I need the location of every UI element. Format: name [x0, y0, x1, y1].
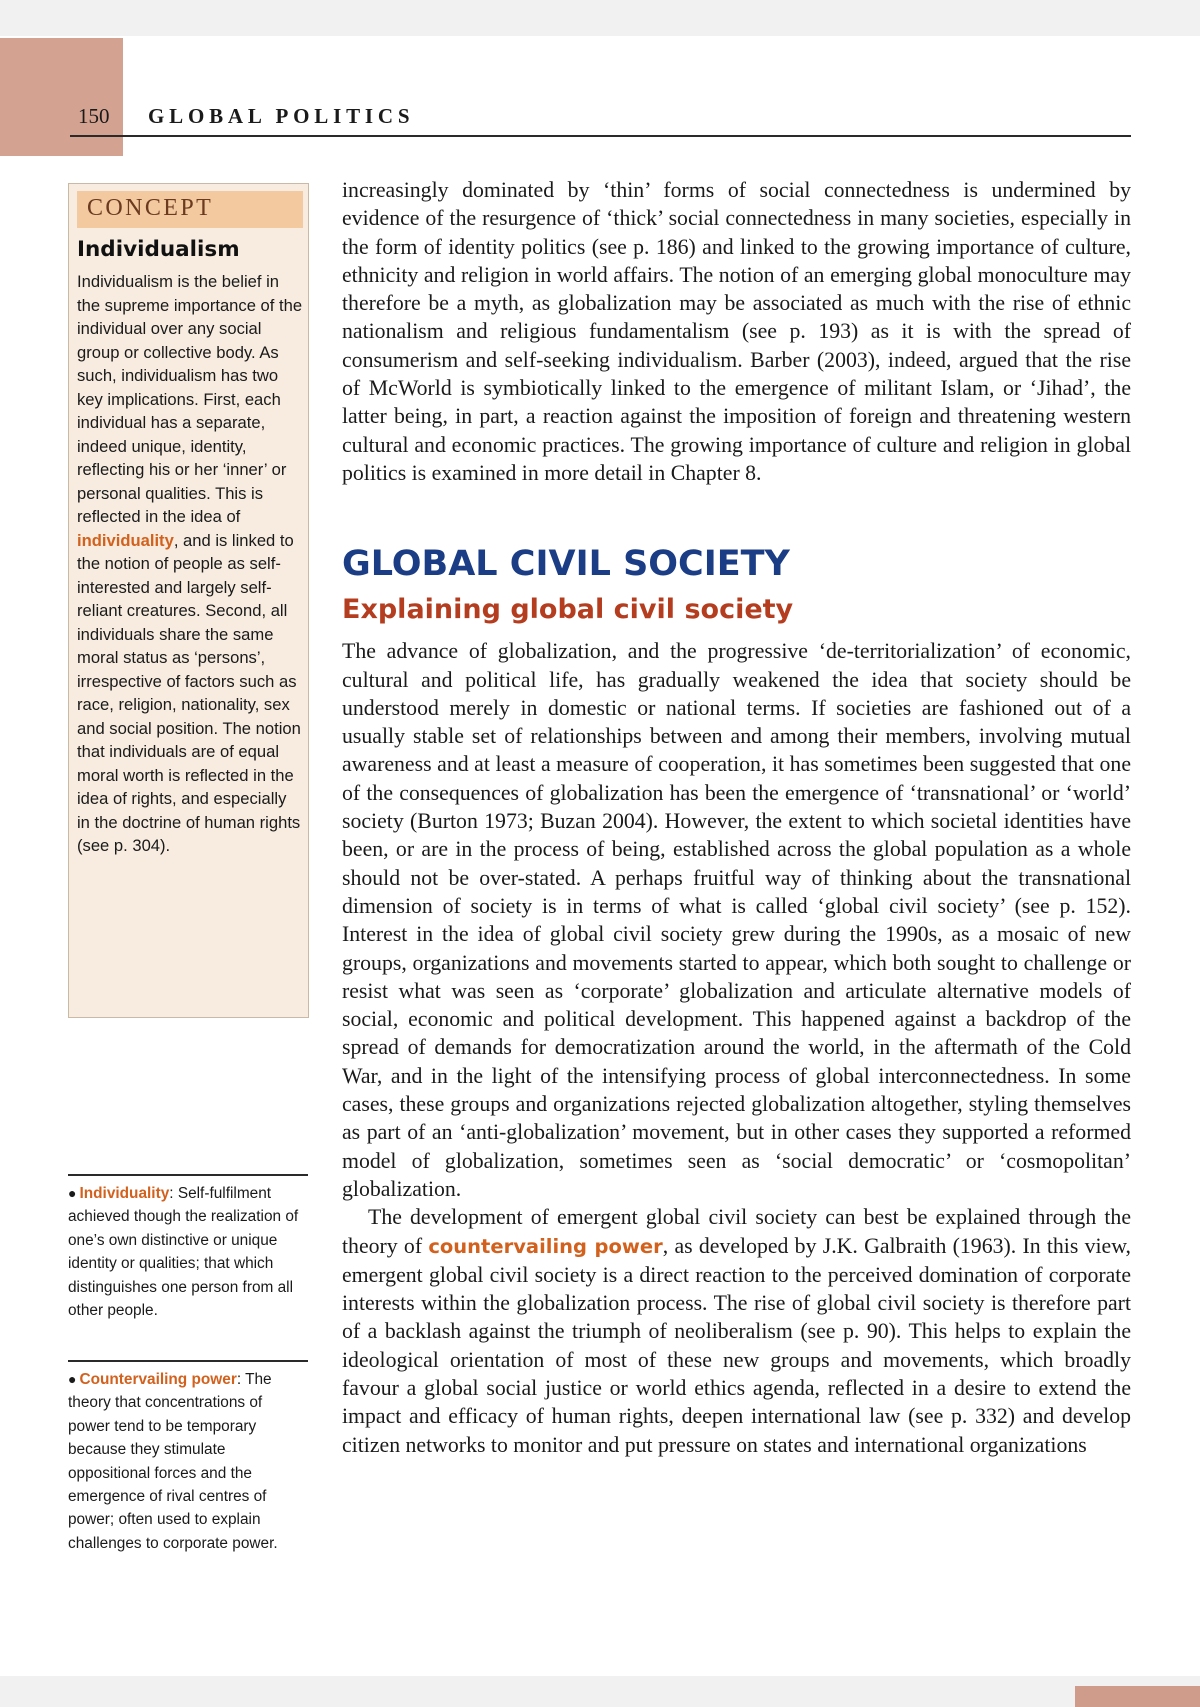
body-paragraph-2 [342, 1203, 1131, 1459]
header-rule [70, 135, 1131, 137]
concept-body-text-end: , and is linked to the notion of people as self-interested and largely self-reliant creatures. Second, all individuals share the same moral status as ‘persons’, irrespective of factors such as race, religion, nationality, sex and social position. The notion that individuals are of equal moral worth is reflected in the idea of rights, and especially in the doctrine of human rights (see p. 304). [77, 530, 301, 855]
concept-label: CONCEPT [77, 191, 303, 228]
paragraph-text-end: , as developed by J.K. Galbraith (1963). In this view, emergent global civil society is a direct reaction to the perceived domination of corporate interests within the globalization process. The rise of global civil society is therefore part of a backlash against the triumph of neoliberalism (see p. 90). This helps to explain the ideological orientation of most of these new groups and movements, which broadly favour a global social justice or world ethics agenda, reflected in a desire to extend the impact and efficacy of human rights, deepen international law (see p. 332) and develop citizen networks to monitor and put pressure on states and international organizations [342, 1233, 1131, 1457]
definition-countervailing-power [68, 1360, 308, 1555]
definition-individuality [68, 1174, 308, 1322]
concept-title: Individualism [77, 237, 240, 262]
concept-box [68, 183, 309, 1018]
definition-term: Countervailing power [79, 1371, 237, 1388]
body-paragraph-1: The advance of globalization, and the progressive ‘de-territorialization’ of economic, cultural and political life, has gradually weakened the idea that society should be understood merely in domestic or national terms. If societies are fashioned out of a usually stable set of relationships between and among their members, involving mutual awareness and at least a measure of cooperation, it has sometimes been suggested that one of the consequences of globalization has been the emergence of ‘transnational’ or ‘world’ society (Burton 1973; Buzan 2004). However, the extent to which societal identities have been, or are in the process of being, established across the global population as a whole should not be over-stated. A perhaps fruitful way of thinking about the transnational dimension of society is in terms of what is called ‘global civil society’ (see p. 152). Interest in the idea of global civil society grew during the 1990s, as a mosaic of new groups, organizations and movements started to appear, which both sought to challenge or resist what was seen as ‘corporate’ globalization and articulate alternative models of social, economic and political development. This happened against a backdrop of the spread of demands for democratization around the world, in the aftermath of the Cold War, and in the light of the intensifying process of global interconnectedness. In some cases, these groups and organizations rejected globalization altogether, styling themselves as part of an ‘anti-globalization’ movement, but in other cases they supported a reformed model of globalization, sometimes seen as ‘social democratic’ or ‘cosmopolitan’ globalization. [342, 639, 1131, 1201]
bottom-corner-tab [1075, 1686, 1200, 1707]
intro-paragraph: increasingly dominated by ‘thin’ forms of social connectedness is undermined by evidence of the resurgence of ‘thick’ social connectedness in many societies, especially in the form of identity politics (see p. 186) and linked to the growing importance of culture, ethnicity and religion in world affairs. The notion of an emerging global monoculture may therefore be a myth, as globalization may be associated as much with the rise of ethnic nationalism and religious fundamentalism (see p. 193) as it is with the spread of consumerism and self-seeking individualism. Barber (2003), indeed, argued that the rise of McWorld is symbiotically linked to the emergence of militant Islam, or ‘Jihad’, the latter being, in part, a reaction against the imposition of foreign and threatening western cultural and economic practices. The growing importance of culture and religion in global politics is examined in more detail in Chapter 8. [342, 178, 1131, 485]
definition-text: : Self-fulfilment achieved though the realization of one’s own distinctive or unique identity or qualities; that which distinguishes one person from all other people. [68, 1185, 299, 1320]
definition-term: Individuality [79, 1185, 170, 1202]
running-head: GLOBAL POLITICS [148, 104, 415, 128]
main-column [342, 176, 1131, 1459]
page-corner-tab [0, 38, 123, 156]
page-number: 150 [78, 104, 110, 128]
bullet-icon: ● [68, 1185, 77, 1201]
top-margin-band [0, 0, 1200, 36]
concept-body [77, 270, 303, 858]
subsection-heading: Explaining global civil society [342, 594, 794, 626]
definition-text: : The theory that concentrations of power tend to be temporary because they stimulate oppositional forces and the emergence of rival centres of power; often used to explain challenges to corporate power. [68, 1371, 278, 1552]
inline-key-term: countervailing power [428, 1234, 663, 1258]
bullet-icon: ● [68, 1371, 77, 1387]
bottom-margin-band [0, 1676, 1200, 1707]
concept-key-term: individuality [77, 530, 174, 550]
paragraph-text: The development of emergent global civil society can best be explained through the theory of [342, 1205, 1131, 1258]
concept-body-text: Individualism is the belief in the supreme importance of the individual over any social group or collective body. As such, individualism has two key implications. First, each individual has a separate, indeed unique, identity, reflecting his or her ‘inner’ or personal qualities. This is reflected in the idea of [77, 272, 303, 526]
section-heading: GLOBAL CIVIL SOCIETY [342, 544, 790, 585]
